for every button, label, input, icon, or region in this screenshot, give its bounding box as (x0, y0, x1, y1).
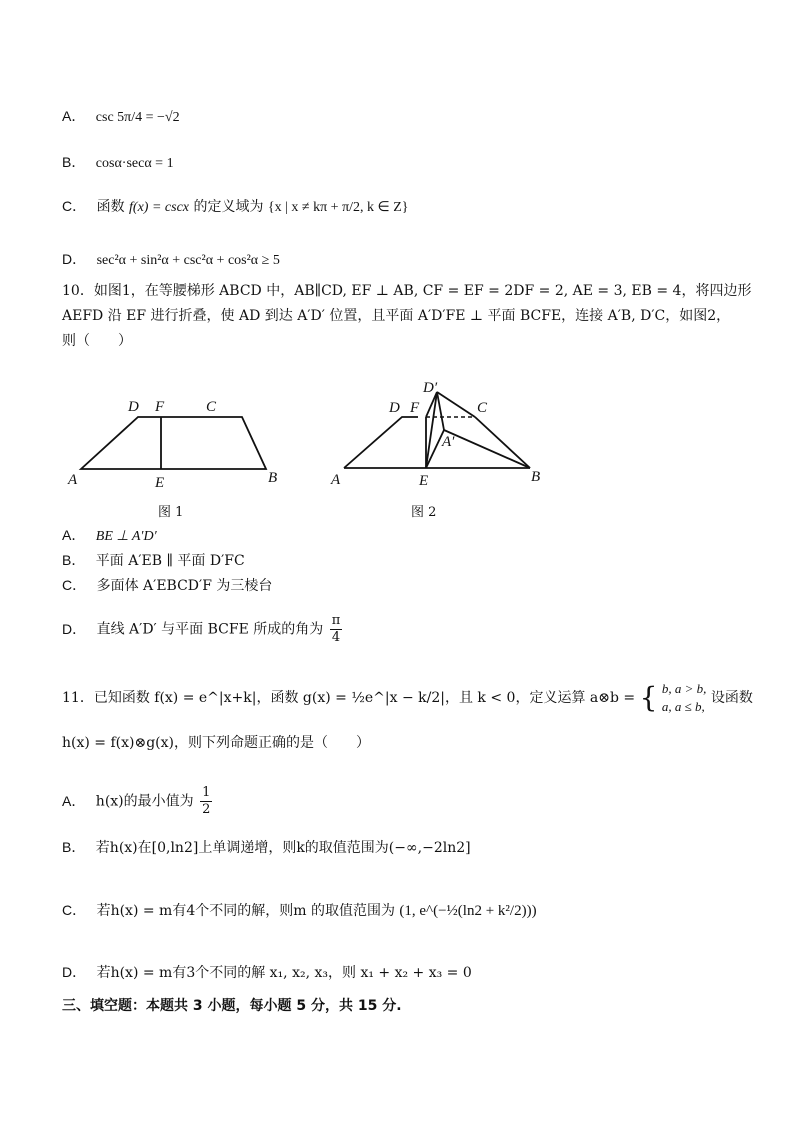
segment-cb (475, 417, 530, 468)
q9-b-expression: cosα·secα = 1 (95, 156, 174, 171)
q9-d-expression: sec²α + sin²α + csc²α + cos²α ≥ 5 (96, 253, 280, 268)
label-d: D (389, 400, 400, 416)
option-label: C． (62, 198, 87, 214)
option-label: A． (62, 792, 86, 809)
segment-a-d-f (344, 417, 418, 468)
q11-stem-text: 11．已知函数 f(x) = e^|x+k|，函数 g(x) = ½e^|x − k/2|，且 k < 0，定义运算 a⊗b = (62, 690, 636, 706)
fraction-denominator: 4 (331, 630, 341, 645)
q11-stem-tail: 设函数 (710, 690, 753, 706)
q9-c-set: {x | x ≠ kπ + π/2, k ∈ Z} (267, 200, 409, 215)
q11-stem-line2: h(x) = f(x)⊗g(x)，则下列命题正确的是（ ） (62, 735, 370, 751)
q11-option-c (62, 900, 537, 921)
case-2: a, a ≤ b, (661, 699, 705, 714)
option-label: D． (62, 964, 87, 980)
figure-1-caption: 图 1 (158, 505, 184, 520)
q11-a-text: h(x)的最小值为 (95, 793, 194, 810)
label-b: B (531, 469, 541, 485)
q10-stem-line2: AEFD 沿 EF 进行折叠，使 AD 到达 A′D′ 位置，且平面 A′D′FE ⊥ 平面 BCFE，连接 A′B, D′C，如图2， (62, 308, 731, 324)
segment-d-prime-c (437, 392, 475, 417)
q10-stem-line1: 10．如图1，在等腰梯形 ABCD 中，AB∥CD, EF ⊥ AB, CF = EF = 2DF = 2, AE = 3, EB = 4，将四边形 (62, 283, 752, 299)
option-label: D． (62, 620, 87, 637)
q9-option-d (62, 249, 280, 271)
q11-cases (662, 680, 707, 716)
q9-a-expression: csc 5π/4 = −√2 (95, 110, 180, 125)
q10-option-a (62, 525, 157, 547)
label-a: A (68, 472, 78, 488)
q11-d-text: 若h(x) = m有3个不同的解 x₁, x₂, x₃，则 x₁ + x₂ + x₃ = 0 (96, 965, 472, 981)
option-label: C． (62, 577, 87, 593)
q10-option-c (62, 575, 272, 596)
q11-option-a (62, 785, 214, 818)
q10-c-text: 多面体 A′EBCD′F 为三棱台 (96, 578, 273, 594)
q11-c-text: 若h(x) = m有4个不同的解，则m 的取值范围为 (96, 903, 395, 919)
q11-c-interval: (1, e^(−½(ln2 + k²/2))) (399, 903, 537, 919)
q9-c-prefix: 函数 (96, 199, 125, 215)
label-b: B (268, 470, 278, 486)
q10-d-fraction (330, 613, 343, 646)
label-d-prime: D′ (423, 380, 438, 396)
q9-option-c (62, 196, 409, 218)
fraction-numerator: 1 (202, 785, 211, 800)
label-e: E (155, 475, 165, 491)
q9-c-function: f(x) = cscx (129, 200, 189, 215)
figure-2 (325, 372, 560, 497)
fraction-numerator: π (331, 613, 341, 628)
option-label: C． (62, 902, 87, 918)
option-label: A． (62, 527, 86, 543)
label-d: D (128, 399, 139, 415)
q9-option-a (62, 106, 180, 128)
figure-1 (60, 385, 300, 500)
q11-a-fraction (200, 785, 212, 818)
option-label: A． (62, 108, 86, 124)
q10-b-text: 平面 A′EB ∥ 平面 D′FC (95, 553, 245, 569)
label-c: C (477, 400, 488, 416)
segment-a-prime-b (444, 430, 530, 468)
case-1: b, a > b, (661, 681, 707, 696)
q10-option-b (62, 550, 245, 571)
q11-option-b (62, 837, 471, 858)
brace-icon: { (639, 681, 658, 714)
q11-b-text: 若h(x)在[0,ln2]上单调递增，则k的取值范围为(−∞,−2ln2] (95, 840, 471, 856)
q10-a-text: BE ⊥ A′D′ (95, 529, 157, 544)
label-a: A (331, 472, 341, 488)
option-label: B． (62, 154, 86, 170)
option-label: B． (62, 839, 86, 855)
label-f: F (410, 400, 420, 416)
option-label: D． (62, 251, 87, 267)
segment-d-prime-a-prime (437, 392, 444, 430)
q9-c-mid: 的定义域为 (193, 199, 264, 215)
fraction-denominator: 2 (202, 802, 211, 817)
q10-option-d (62, 613, 344, 646)
label-f: F (155, 399, 165, 415)
figure-2-caption: 图 2 (411, 505, 437, 520)
q9-option-b (62, 152, 174, 174)
q10-d-text: 直线 A′D′ 与平面 BCFE 所成的角为 (96, 621, 324, 638)
label-e: E (419, 473, 429, 489)
q11-option-d (62, 962, 472, 983)
section-3-heading: 三、填空题：本题共 3 小题，每小题 5 分，共 15 分. (62, 998, 402, 1014)
option-label: B． (62, 552, 86, 568)
trapezoid-abcd (81, 417, 266, 469)
q10-stem-line3: 则（ ） (62, 333, 132, 349)
label-c: C (206, 399, 217, 415)
q11-stem-line1 (62, 680, 753, 716)
label-a-prime: A′ (442, 434, 455, 450)
